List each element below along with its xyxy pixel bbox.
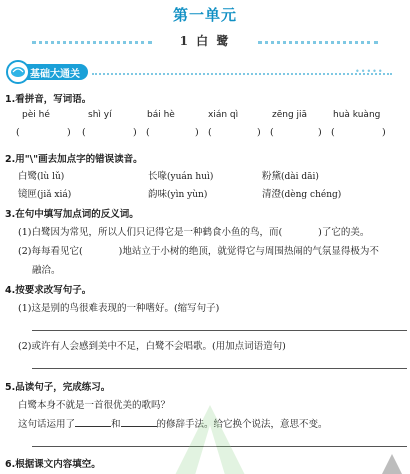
q1-pinyin-5: zēng jiā — [272, 110, 308, 120]
q1-blank-5-open[interactable]: ( — [270, 127, 274, 138]
q6-title: 6.根据课文内容填空。 — [5, 459, 101, 470]
q2-reading: (dèng chéng) — [281, 190, 342, 200]
lesson-title: 1 白 鹭 — [179, 34, 231, 48]
q2-word: 粉黛 — [262, 171, 282, 182]
q1-blank-4-open[interactable]: ( — [208, 127, 212, 138]
q4-item-2: (2)或许有人会感到美中不足，白鹭不会唱歌。(用加点词语造句) — [18, 341, 286, 352]
q1-blank-6-open[interactable]: ( — [331, 127, 335, 138]
q5-fill-a: 这句话运用了 — [18, 419, 76, 430]
q3-item-1 — [18, 224, 369, 238]
q2-reading: (yìn yùn) — [167, 190, 208, 200]
q4-item-1: (1)这是别的鸟很难表现的一种嗜好。(缩写句子) — [18, 303, 220, 314]
q2-reading: (dài dāi) — [281, 172, 319, 182]
watermark-icon — [115, 395, 305, 474]
q5-fill-c: 的修辞手法。给它换个说法，意思不变。 — [156, 419, 328, 430]
q2-item-3[interactable] — [262, 168, 319, 182]
q1-blank-6-close: ) — [382, 127, 386, 138]
q2-item-1[interactable] — [18, 168, 64, 182]
q1-pinyin-2: shì yí — [88, 110, 112, 120]
q1-blank-1-open[interactable]: ( — [16, 127, 20, 138]
q5-quote: 白鹭本身不就是一首很优美的歌吗？ — [18, 400, 171, 411]
q2-word: 长喙 — [148, 171, 168, 182]
q3-item-2-tail: )地站立于小树的绝顶，就觉得它与周围热闹的气氛显得极为不 — [118, 246, 379, 257]
q4-answer-line-1[interactable] — [32, 330, 407, 331]
q3-item-2 — [18, 243, 379, 257]
section-banner — [6, 60, 90, 84]
banner-divider — [92, 73, 392, 75]
q2-item-2[interactable] — [148, 168, 213, 182]
q1-pinyin-4: xián qì — [208, 110, 239, 120]
q1-title: 1.看拼音，写词语。 — [5, 94, 92, 105]
q3-item-2-text: (2)每每看见它( — [18, 246, 83, 257]
q2-item-4[interactable] — [18, 186, 71, 200]
q2-item-5[interactable] — [148, 186, 207, 200]
q4-title: 4.按要求改写句子。 — [5, 285, 92, 296]
q1-blank-4-close: ) — [257, 127, 261, 138]
q1-pinyin-3: bái hè — [147, 110, 175, 120]
q2-word: 清澄 — [262, 189, 282, 200]
q1-blank-2-open[interactable]: ( — [82, 127, 86, 138]
lesson-divider-right — [258, 41, 378, 44]
unit-title: 第一单元 — [172, 6, 237, 24]
q1-pinyin-1: pèi hé — [22, 110, 50, 120]
q5-fill-b: 和 — [111, 419, 121, 430]
banner-dots: ••••• — [355, 67, 384, 76]
q1-blank-2-close: ) — [133, 127, 137, 138]
q2-title: 2.用"\"画去加点字的错误读音。 — [5, 154, 143, 165]
q3-item-2-cont: 融洽。 — [32, 265, 61, 276]
lesson-header — [0, 32, 410, 50]
q2-reading: (yuán huì) — [167, 172, 214, 182]
lesson-divider-left — [32, 41, 152, 44]
q1-blank-1-close: ) — [67, 127, 71, 138]
banner-label: 基础大通关 — [30, 69, 80, 80]
corner-triangle-icon — [380, 452, 404, 474]
q1-blank-5-close: ) — [318, 127, 322, 138]
q1-pinyin-6: huà kuàng — [333, 110, 381, 120]
q2-word: 韵味 — [148, 189, 168, 200]
q1-blank-3-close: ) — [195, 127, 199, 138]
q2-word: 镜匣 — [18, 189, 38, 200]
q2-reading: (jiǎ xiá) — [37, 190, 72, 200]
q2-word: 白鹭 — [18, 171, 38, 182]
q3-item-1-tail: )了它的美。 — [318, 227, 370, 238]
q1-blank-3-open[interactable]: ( — [146, 127, 150, 138]
q4-answer-line-2[interactable] — [32, 368, 407, 369]
q2-reading: (lù lǔ) — [37, 172, 65, 182]
q3-item-1-text: (1)白鹭因为常见，所以人们只记得它是一种鹤食小鱼的鸟，而( — [18, 227, 283, 238]
q2-item-6[interactable] — [262, 186, 341, 200]
q5-blank-1[interactable] — [75, 417, 111, 427]
q5-title: 5.品读句子，完成练习。 — [5, 382, 111, 393]
q3-title: 3.在句中填写加点词的反义词。 — [5, 209, 139, 220]
